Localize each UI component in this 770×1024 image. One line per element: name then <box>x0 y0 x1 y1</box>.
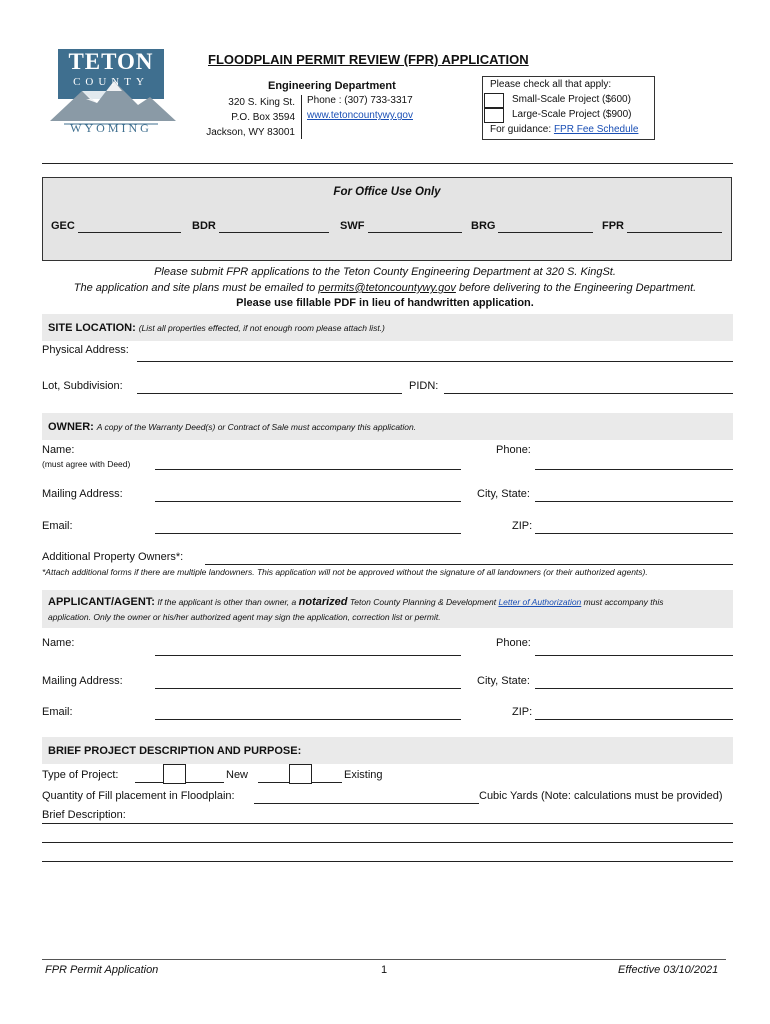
owner-city-label: City, State: <box>477 488 530 500</box>
instructions-line-3: Please use fillable PDF in lieu of handwritten application. <box>236 297 534 309</box>
applicant-email-label: Email: <box>42 706 73 718</box>
instructions-text-b: before delivering to the Engineering Department. <box>455 282 697 294</box>
applicant-city-field[interactable] <box>535 688 733 689</box>
applicant-phone-field[interactable] <box>535 655 733 656</box>
phone-text: Phone : (307) 733-3317 <box>307 95 413 106</box>
brg-field[interactable] <box>498 232 593 233</box>
project-heading: BRIEF PROJECT DESCRIPTION AND PURPOSE: <box>48 744 302 757</box>
existing-label: Existing <box>344 769 383 781</box>
office-use-title: For Office Use Only <box>333 186 441 198</box>
site-location-band <box>42 314 733 341</box>
swf-field[interactable] <box>368 232 462 233</box>
large-scale-checkbox[interactable] <box>484 108 504 123</box>
site-location-note: (List all properties effected, if not enough room please attach list.) <box>138 322 385 333</box>
applicant-name-field[interactable] <box>155 655 461 656</box>
applicant-note-c: must accompany this <box>581 597 664 607</box>
applicant-mailing-field[interactable] <box>155 688 461 689</box>
small-scale-checkbox[interactable] <box>484 93 504 108</box>
owner-zip-label: ZIP: <box>512 520 533 532</box>
project-band <box>42 737 733 764</box>
applicant-note-line-2: application. Only the owner or his/her authorized agent may sign the application, correction list or permit. <box>48 612 441 622</box>
site-location-heading-row <box>48 322 385 334</box>
fill-quantity-field[interactable] <box>254 803 479 804</box>
gec-field[interactable] <box>78 232 181 233</box>
office-code-brg <box>471 220 495 232</box>
applicant-band <box>42 590 733 628</box>
guidance-label: For guidance: <box>490 124 552 135</box>
physical-address-label: Physical Address: <box>42 344 129 356</box>
lot-subdivision-label: Lot, Subdivision: <box>42 380 123 392</box>
swf-label: SWF <box>340 220 365 232</box>
owner-mailing-field[interactable] <box>155 501 461 502</box>
project-size-panel <box>482 76 655 140</box>
new-checkbox[interactable] <box>163 764 186 784</box>
lot-subdivision-field[interactable] <box>137 393 402 394</box>
owner-footnote: *Attach additional forms if there are multiple landowners. This application will not be approved without the signature of all landowners (or their authorized agents). <box>42 567 648 577</box>
owner-email-field[interactable] <box>155 533 461 534</box>
logo-teton-text: TETON <box>68 49 154 74</box>
address-line-3: Jackson, WY 83001 <box>206 127 295 138</box>
bdr-field[interactable] <box>219 232 329 233</box>
address-line-1: 320 S. King St. <box>228 97 295 108</box>
applicant-heading: APPLICANT/AGENT: <box>48 596 155 608</box>
applicant-city-label: City, State: <box>477 675 530 687</box>
owner-heading-row <box>48 421 416 433</box>
office-code-swf <box>340 220 364 232</box>
panel-heading: Please check all that apply: <box>490 79 612 90</box>
applicant-heading-row <box>48 596 664 608</box>
owner-note: A copy of the Warranty Deed(s) or Contract of Sale must accompany this application. <box>96 421 417 432</box>
applicant-note-bold: notarized <box>298 596 348 608</box>
small-scale-label: Small-Scale Project ($600) <box>512 94 631 105</box>
owner-city-field[interactable] <box>535 501 733 502</box>
applicant-zip-field[interactable] <box>535 719 733 720</box>
project-type-label: Type of Project: <box>42 769 119 781</box>
owner-mailing-label: Mailing Address: <box>42 488 123 500</box>
logo-county-text: COUNTY <box>73 76 149 88</box>
new-label: New <box>226 769 249 781</box>
instructions-text-a: The application and site plans must be emailed to <box>73 282 319 294</box>
fpr-label: FPR <box>602 220 624 232</box>
fpr-field[interactable] <box>627 232 722 233</box>
address-line-2: P.O. Box 3594 <box>231 112 295 123</box>
footer-form-name: FPR Permit Application <box>45 964 159 976</box>
brg-label: BRG <box>471 220 496 232</box>
teton-county-logo <box>42 47 180 139</box>
instructions-line-2 <box>0 282 770 294</box>
office-code-bdr <box>192 220 216 232</box>
applicant-phone-label: Phone: <box>496 637 531 649</box>
letter-of-authorization-link[interactable]: Letter of Authorization <box>498 597 582 607</box>
brief-description-line-2[interactable] <box>42 842 733 843</box>
brief-description-line-3[interactable] <box>42 861 733 862</box>
form-title: FLOODPLAIN PERMIT REVIEW (FPR) APPLICATION <box>208 52 529 67</box>
department-name: Engineering Department <box>268 80 396 92</box>
owner-phone-field[interactable] <box>535 469 733 470</box>
owner-name-note: (must agree with Deed) <box>42 459 131 469</box>
gec-label: GEC <box>51 220 75 232</box>
permits-email-link[interactable]: permits@tetoncountywy.gov <box>318 282 456 294</box>
brief-description-label: Brief Description: <box>42 809 126 821</box>
owner-name-field[interactable] <box>155 469 461 470</box>
project-heading-row <box>48 745 301 757</box>
logo-wyoming-text: WYOMING <box>70 121 152 135</box>
instructions-line-1: Please submit FPR applications to the Teton County Engineering Department at 320 S. KingSt. <box>154 266 616 278</box>
brief-description-line-1[interactable] <box>42 823 733 824</box>
owner-heading: OWNER: <box>48 420 94 433</box>
pidn-field[interactable] <box>444 393 733 394</box>
footer-effective-date: Effective 03/10/2021 <box>618 964 719 976</box>
applicant-email-field[interactable] <box>155 719 461 720</box>
fee-schedule-link[interactable]: FPR Fee Schedule <box>553 124 639 135</box>
additional-owners-field[interactable] <box>205 564 733 565</box>
pidn-label: PIDN: <box>409 380 439 392</box>
applicant-zip-label: ZIP: <box>512 706 533 718</box>
existing-checkbox[interactable] <box>289 764 312 784</box>
owner-zip-field[interactable] <box>535 533 733 534</box>
owner-phone-label: Phone: <box>496 444 531 456</box>
office-code-fpr <box>602 220 624 232</box>
header-divider <box>301 95 302 139</box>
owner-band <box>42 413 733 440</box>
fill-quantity-label: Quantity of Fill placement in Floodplain: <box>42 790 235 802</box>
office-use-box <box>42 177 732 261</box>
office-code-gec <box>51 220 75 232</box>
physical-address-field[interactable] <box>137 361 733 362</box>
owner-name-label: Name: <box>42 444 75 456</box>
footer-page-number: 1 <box>381 964 388 976</box>
guidance-row <box>490 124 638 135</box>
large-scale-label: Large-Scale Project ($900) <box>512 109 632 120</box>
applicant-name-label: Name: <box>42 637 75 649</box>
applicant-note-b: Teton County Planning & Development <box>347 597 499 607</box>
footer-rule <box>42 959 726 960</box>
header-rule <box>42 163 733 164</box>
address-block <box>200 95 295 140</box>
owner-email-label: Email: <box>42 520 73 532</box>
bdr-label: BDR <box>192 220 216 232</box>
site-location-heading: SITE LOCATION: <box>48 321 136 334</box>
applicant-note-a: If the applicant is other than owner, a <box>157 597 299 607</box>
additional-owners-label: Additional Property Owners*: <box>42 551 184 563</box>
applicant-mailing-label: Mailing Address: <box>42 675 123 687</box>
cubic-yards-label: Cubic Yards (Note: calculations must be provided) <box>479 790 723 802</box>
website-link[interactable]: www.tetoncountywy.gov <box>307 110 413 121</box>
